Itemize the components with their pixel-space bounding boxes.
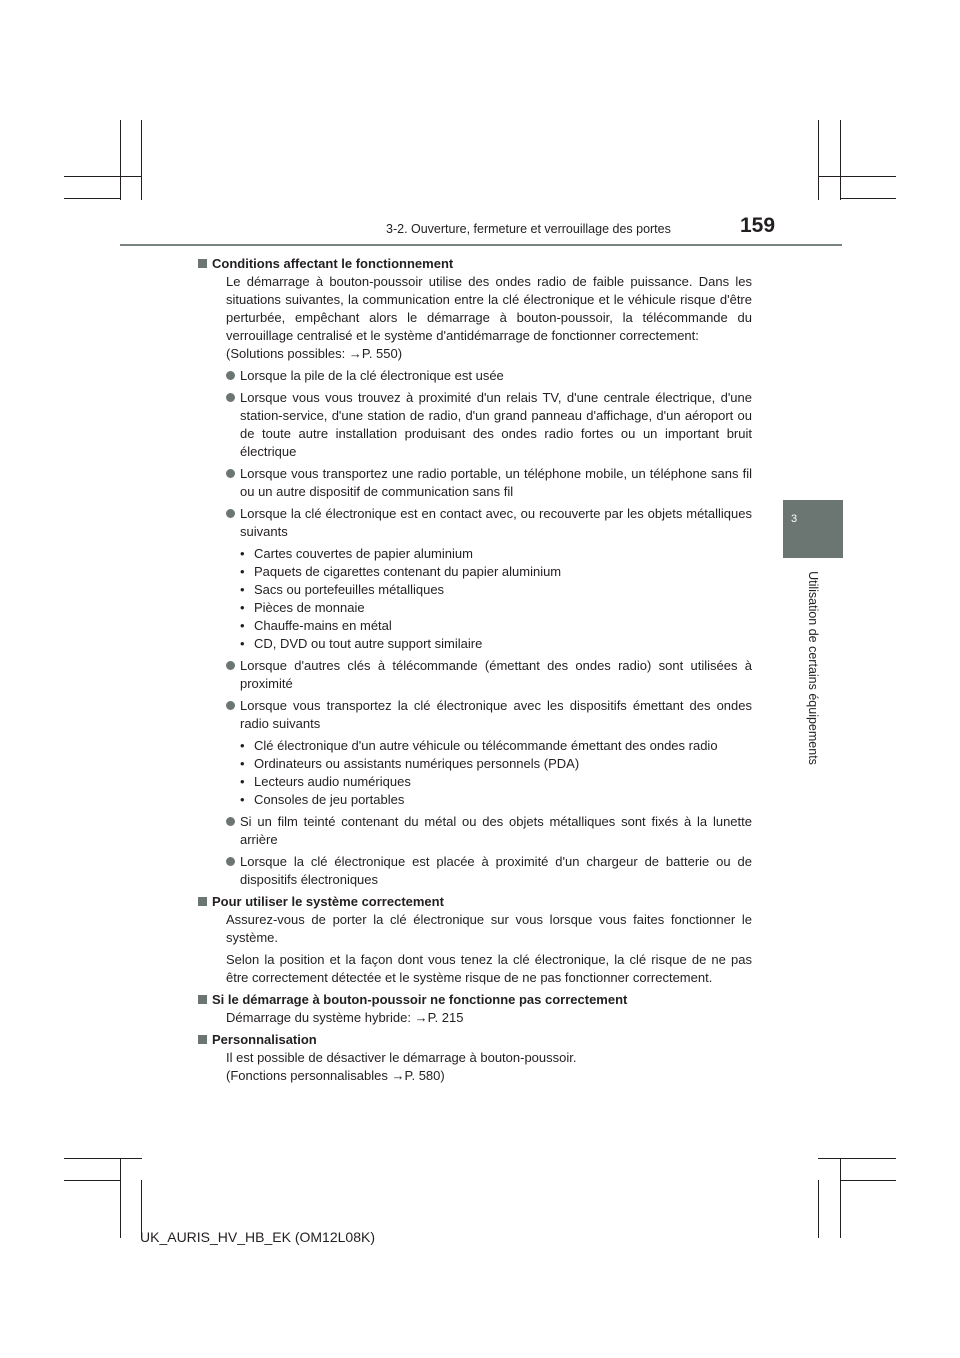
sub-list-item: • Paquets de cigarettes contenant du papier aluminium — [240, 563, 752, 581]
section-heading — [198, 893, 752, 911]
crop-mark — [818, 176, 896, 177]
section-heading-text: Conditions affectant le fonctionnement — [212, 256, 454, 271]
list-item — [212, 657, 752, 693]
chapter-number: 3 — [791, 513, 798, 525]
round-bullet-icon — [226, 817, 235, 826]
crop-mark — [818, 1158, 896, 1159]
sub-list-item: • Ordinateurs ou assistants numériques personnels (PDA) — [240, 755, 752, 773]
section-conditions — [212, 255, 752, 889]
sub-list-item: • Lecteurs audio numériques — [240, 773, 752, 791]
sub-list-item: • Pièces de monnaie — [240, 599, 752, 617]
list-item — [212, 389, 752, 461]
crop-mark — [120, 120, 121, 200]
cross-reference: (Fonctions personnalisables →P. 580) — [226, 1068, 445, 1083]
crop-mark — [840, 1180, 896, 1181]
round-bullet-icon — [226, 661, 235, 670]
paragraph: Selon la position et la façon dont vous tenez la clé électronique, la clé risque de ne pas être correctement détectée et le système risque de ne pas fonctionner correctement. — [226, 952, 752, 985]
round-bullet-icon — [226, 371, 235, 380]
paragraph: Assurez-vous de porter la clé électronique sur vous lorsque vous faites fonctionner le système. — [226, 912, 752, 945]
sub-list-item: • Clé électronique d'un autre véhicule ou télécommande émettant des ondes radio — [240, 737, 752, 755]
page-number: 159 — [740, 214, 776, 237]
crop-mark — [64, 1180, 120, 1181]
round-bullet-icon — [226, 701, 235, 710]
list-item — [212, 367, 752, 385]
section-heading-text: Pour utiliser le système correctement — [212, 894, 444, 909]
sub-list-item: • Consoles de jeu portables — [240, 791, 752, 809]
list-item-text: Lorsque vous transportez la clé électronique avec les dispositifs émettant des ondes radio suivants — [240, 698, 752, 731]
list-item-text: Lorsque la pile de la clé électronique est usée — [240, 368, 504, 383]
chapter-title: Utilisation de certains équipements — [806, 571, 820, 765]
section-customization — [212, 1031, 752, 1085]
paragraph-text: Le démarrage à bouton-poussoir utilise des ondes radio de faible puissance. Dans les situations suivantes, la communication entre la clé électronique et le véhicule risque d'être perturbée, empêchant alors le démarrage à bouton-poussoir, la télécommande du verrouillage centralisé et le système d'antidémarrage de fonctionner correctement: — [226, 274, 752, 343]
round-bullet-icon — [226, 469, 235, 478]
list-item-text: Lorsque vous vous trouvez à proximité d'un relais TV, d'une centrale électrique, d'une station-service, d'une station de radio, d'un grand panneau d'affichage, d'un aéroport ou de toute autre installation produisant des ondes radio fortes ou un important bruit électrique — [240, 390, 752, 459]
list-item — [212, 465, 752, 501]
sub-list-item: • Cartes couvertes de papier aluminium — [240, 545, 752, 563]
section-malfunction — [212, 991, 752, 1027]
list-item — [212, 853, 752, 889]
round-bullet-icon — [226, 509, 235, 518]
section-heading — [198, 255, 752, 273]
cross-reference: (Solutions possibles: →P. 550) — [226, 346, 403, 361]
list-item-text: Lorsque la clé électronique est en contact avec, ou recouverte par les objets métalliques suivants — [240, 506, 752, 539]
list-item — [212, 697, 752, 733]
paragraph — [212, 273, 752, 363]
list-item-text: Lorsque la clé électronique est placée à proximité d'un chargeur de batterie ou de dispositifs électroniques — [240, 854, 752, 887]
sub-list — [212, 545, 752, 653]
paragraph-text: Il est possible de désactiver le démarrage à bouton-poussoir. — [226, 1050, 577, 1065]
page-content — [212, 255, 752, 1089]
crop-mark — [818, 1180, 819, 1238]
square-bullet-icon — [198, 995, 207, 1004]
sub-list-item: • CD, DVD ou tout autre support similaire — [240, 635, 752, 653]
crop-mark — [64, 176, 142, 177]
crop-mark — [840, 198, 896, 199]
list-item — [212, 813, 752, 849]
round-bullet-icon — [226, 393, 235, 402]
list-item — [212, 505, 752, 541]
section-heading — [198, 1031, 752, 1049]
header-section-title: 3-2. Ouverture, fermeture et verrouillage des portes — [386, 222, 671, 236]
section-correct-use — [212, 893, 752, 987]
section-heading-text: Personnalisation — [212, 1032, 317, 1047]
square-bullet-icon — [198, 259, 207, 268]
header-rule — [120, 244, 842, 246]
sub-list-item: • Chauffe-mains en métal — [240, 617, 752, 635]
document-code: UK_AURIS_HV_HB_EK (OM12L08K) — [140, 1229, 375, 1245]
chapter-tab — [783, 500, 843, 558]
sub-list-item: • Sacs ou portefeuilles métalliques — [240, 581, 752, 599]
section-heading — [198, 991, 752, 1009]
crop-mark — [840, 120, 841, 200]
round-bullet-icon — [226, 857, 235, 866]
crop-mark — [141, 120, 142, 200]
crop-mark — [64, 1158, 142, 1159]
crop-mark — [840, 1158, 841, 1238]
crop-mark — [818, 120, 819, 200]
paragraph — [212, 1049, 752, 1085]
crop-mark — [120, 1158, 121, 1238]
square-bullet-icon — [198, 897, 207, 906]
list-item-text: Si un film teinté contenant du métal ou des objets métalliques sont fixés à la lunette arrière — [240, 814, 752, 847]
paragraph: Démarrage du système hybride: →P. 215 — [226, 1010, 464, 1025]
section-heading-text: Si le démarrage à bouton-poussoir ne fonctionne pas correctement — [212, 992, 628, 1007]
list-item-text: Lorsque vous transportez une radio portable, un téléphone mobile, un téléphone sans fil ou un autre dispositif de communication sans fil — [240, 466, 752, 499]
crop-mark — [64, 198, 120, 199]
sub-list — [212, 737, 752, 809]
list-item-text: Lorsque d'autres clés à télécommande (émettant des ondes radio) sont utilisées à proximité — [240, 658, 752, 691]
square-bullet-icon — [198, 1035, 207, 1044]
